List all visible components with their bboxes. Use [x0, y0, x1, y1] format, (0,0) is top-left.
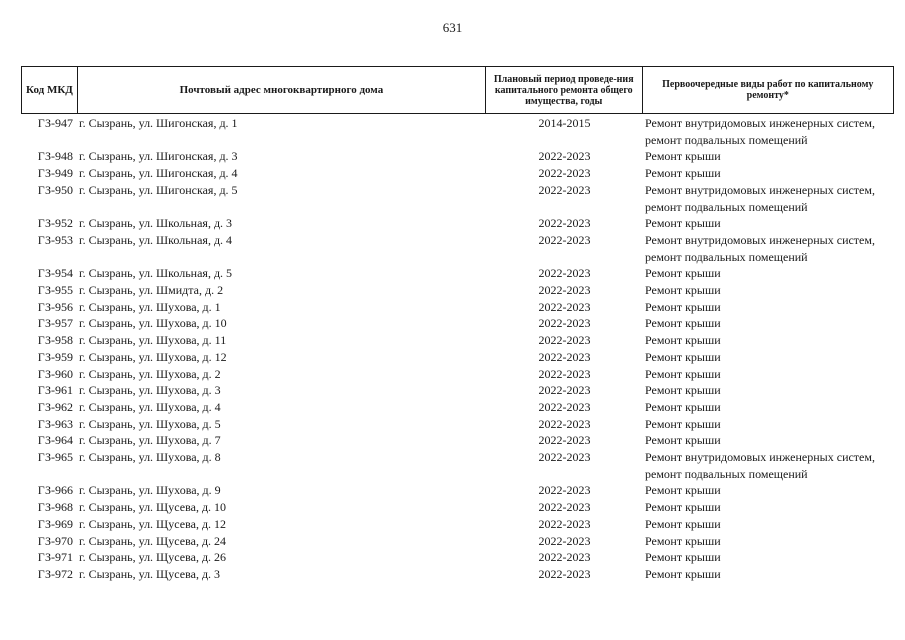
repair-period: 2022-2023 — [538, 500, 591, 515]
address: г. Сызрань, ул. Щусева, д. 26 — [79, 550, 227, 565]
repair-period: 2022-2023 — [538, 349, 591, 364]
repair-work-line: Ремонт крыши — [645, 349, 721, 364]
table-row — [21, 115, 894, 148]
mkd-code: ГЗ-950 — [37, 182, 73, 197]
repair-period: 2022-2023 — [538, 399, 591, 414]
mkd-code: ГЗ-972 — [37, 566, 73, 581]
repair-work-line: ремонт подвальных помещений — [645, 466, 808, 481]
table-row — [21, 382, 894, 399]
repair-period: 2022-2023 — [538, 182, 591, 197]
mkd-code: ГЗ-960 — [37, 366, 73, 381]
repair-works — [643, 549, 894, 566]
address: г. Сызрань, ул. Шухова, д. 5 — [79, 416, 221, 431]
repair-period: 2022-2023 — [538, 216, 591, 231]
table-header — [21, 66, 894, 114]
repair-period: 2022-2023 — [538, 483, 591, 498]
address: г. Сызрань, ул. Шухова, д. 7 — [79, 433, 221, 448]
mkd-code: ГЗ-956 — [37, 299, 73, 314]
mkd-code: ГЗ-968 — [37, 500, 73, 515]
address: г. Сызрань, ул. Щусева, д. 12 — [79, 516, 227, 531]
table-row — [21, 566, 894, 583]
repair-work-line: Ремонт крыши — [645, 299, 721, 314]
repair-work-line: Ремонт крыши — [645, 566, 721, 581]
address: г. Сызрань, ул. Щусева, д. 24 — [79, 533, 227, 548]
repair-period: 2022-2023 — [538, 266, 591, 281]
address: г. Сызрань, ул. Шухова, д. 4 — [79, 399, 221, 414]
mkd-code: ГЗ-964 — [37, 433, 73, 448]
table-row — [21, 399, 894, 416]
address: г. Сызрань, ул. Школьная, д. 5 — [79, 266, 233, 281]
repair-works — [643, 215, 894, 232]
address: г. Сызрань, ул. Шмидта, д. 2 — [79, 283, 224, 298]
repair-period: 2022-2023 — [538, 533, 591, 548]
address: г. Сызрань, ул. Школьная, д. 4 — [79, 232, 233, 247]
mkd-code: ГЗ-958 — [37, 333, 73, 348]
repair-work-line: Ремонт крыши — [645, 266, 721, 281]
table-row — [21, 182, 894, 215]
repair-work-line: Ремонт крыши — [645, 483, 721, 498]
header-works: Первоочередные виды работ по капитальному ремонту* — [662, 79, 874, 101]
repair-work-line: ремонт подвальных помещений — [645, 249, 808, 264]
header-period: Плановый период проведе-ния капитального ремонта общего имущества, годы — [486, 67, 643, 113]
table-row — [21, 349, 894, 366]
repair-work-line: Ремонт крыши — [645, 533, 721, 548]
repair-work-line: Ремонт крыши — [645, 383, 721, 398]
repair-period: 2022-2023 — [538, 416, 591, 431]
repair-works — [643, 382, 894, 399]
table-row — [21, 332, 894, 349]
mkd-code: ГЗ-952 — [37, 216, 73, 231]
repair-works — [643, 148, 894, 165]
repair-work-line: Ремонт крыши — [645, 216, 721, 231]
table-body — [21, 115, 894, 583]
repair-work-line: Ремонт внутридомовых инженерных систем, — [645, 232, 875, 247]
repair-work-line: Ремонт крыши — [645, 316, 721, 331]
table-row — [21, 232, 894, 265]
repair-works — [643, 432, 894, 449]
repair-works — [643, 182, 894, 215]
repair-work-line: Ремонт крыши — [645, 399, 721, 414]
page-number: 631 — [442, 20, 463, 35]
repair-works — [643, 232, 894, 265]
address: г. Сызрань, ул. Шигонская, д. 1 — [79, 116, 238, 130]
address: г. Сызрань, ул. Шигонская, д. 4 — [79, 166, 238, 181]
address: г. Сызрань, ул. Шухова, д. 11 — [79, 333, 227, 348]
repair-work-line: Ремонт крыши — [645, 433, 721, 448]
repair-works — [643, 282, 894, 299]
repair-works — [643, 366, 894, 383]
mkd-code: ГЗ-966 — [37, 483, 73, 498]
address: г. Сызрань, ул. Шухова, д. 10 — [79, 316, 227, 331]
table-row — [21, 215, 894, 232]
repair-work-line: Ремонт крыши — [645, 550, 721, 565]
mkd-code: ГЗ-948 — [37, 149, 73, 164]
mkd-code: ГЗ-954 — [37, 266, 73, 281]
repair-period: 2022-2023 — [538, 333, 591, 348]
table-row — [21, 516, 894, 533]
header-address: Почтовый адрес многоквартирного дома — [78, 67, 486, 113]
address: г. Сызрань, ул. Шигонская, д. 5 — [79, 182, 238, 197]
address: г. Сызрань, ул. Шухова, д. 8 — [79, 450, 221, 465]
table-row — [21, 148, 894, 165]
mkd-code: ГЗ-962 — [37, 399, 73, 414]
repair-work-line: Ремонт крыши — [645, 416, 721, 431]
repair-period: 2022-2023 — [538, 283, 591, 298]
address: г. Сызрань, ул. Щусева, д. 3 — [79, 566, 221, 581]
repair-works — [643, 265, 894, 282]
repair-work-line: ремонт подвальных помещений — [645, 132, 808, 147]
mkd-code: ГЗ-953 — [37, 232, 73, 247]
table-row — [21, 482, 894, 499]
repair-work-line: Ремонт крыши — [645, 516, 721, 531]
address: г. Сызрань, ул. Шухова, д. 2 — [79, 366, 221, 381]
repair-works — [643, 315, 894, 332]
repair-period: 2022-2023 — [538, 516, 591, 531]
repair-works — [643, 299, 894, 316]
address: г. Сызрань, ул. Шухова, д. 1 — [79, 299, 221, 314]
repair-work-line: Ремонт крыши — [645, 333, 721, 348]
repair-works — [643, 165, 894, 182]
repair-period: 2022-2023 — [538, 316, 591, 331]
repair-works — [643, 449, 894, 482]
address: г. Сызрань, ул. Шухова, д. 3 — [79, 383, 221, 398]
table-row — [21, 165, 894, 182]
table-row — [21, 432, 894, 449]
repair-works — [643, 399, 894, 416]
repair-works — [643, 332, 894, 349]
repair-work-line: Ремонт крыши — [645, 166, 721, 181]
header-code: Код МКД — [22, 67, 78, 113]
repair-work-line: Ремонт крыши — [645, 283, 721, 298]
repair-works — [643, 115, 894, 148]
repair-works — [643, 416, 894, 433]
table-row — [21, 282, 894, 299]
repair-period: 2022-2023 — [538, 366, 591, 381]
repair-works — [643, 566, 894, 583]
repair-period: 2022-2023 — [538, 149, 591, 164]
table-row — [21, 549, 894, 566]
mkd-code: ГЗ-971 — [37, 550, 73, 565]
repair-works — [643, 482, 894, 499]
repair-period: 2022-2023 — [538, 433, 591, 448]
repair-work-line: Ремонт крыши — [645, 366, 721, 381]
repair-period: 2022-2023 — [538, 450, 591, 465]
mkd-code: ГЗ-969 — [37, 516, 73, 531]
table-row — [21, 416, 894, 433]
mkd-code: ГЗ-961 — [37, 383, 73, 398]
address: г. Сызрань, ул. Щусева, д. 10 — [79, 500, 227, 515]
mkd-code: ГЗ-965 — [37, 450, 73, 465]
repair-period: 2014-2015 — [538, 116, 591, 130]
mkd-code: ГЗ-949 — [37, 166, 73, 181]
repair-works — [643, 533, 894, 550]
mkd-code: ГЗ-963 — [37, 416, 73, 431]
repair-works — [643, 349, 894, 366]
table-row — [21, 533, 894, 550]
address: г. Сызрань, ул. Шухова, д. 12 — [79, 349, 227, 364]
repair-work-line: Ремонт крыши — [645, 149, 721, 164]
mkd-code: ГЗ-947 — [37, 116, 73, 130]
repair-work-line: Ремонт внутридомовых инженерных систем, — [645, 116, 875, 130]
repair-work-line: Ремонт внутридомовых инженерных систем, — [645, 450, 875, 465]
repair-works — [643, 516, 894, 533]
repair-works — [643, 499, 894, 516]
address: г. Сызрань, ул. Школьная, д. 3 — [79, 216, 233, 231]
address: г. Сызрань, ул. Шухова, д. 9 — [79, 483, 221, 498]
mkd-code: ГЗ-970 — [37, 533, 73, 548]
repair-period: 2022-2023 — [538, 566, 591, 581]
table-row — [21, 299, 894, 316]
table-row — [21, 315, 894, 332]
repair-work-line: ремонт подвальных помещений — [645, 199, 808, 214]
table-row — [21, 265, 894, 282]
repair-work-line: Ремонт крыши — [645, 500, 721, 515]
table-row — [21, 366, 894, 383]
table-row — [21, 499, 894, 516]
table-row — [21, 449, 894, 482]
repair-period: 2022-2023 — [538, 166, 591, 181]
repair-work-line: Ремонт внутридомовых инженерных систем, — [645, 182, 875, 197]
mkd-code: ГЗ-959 — [37, 349, 73, 364]
mkd-code: ГЗ-955 — [37, 283, 73, 298]
repair-period: 2022-2023 — [538, 550, 591, 565]
repair-period: 2022-2023 — [538, 383, 591, 398]
repair-period: 2022-2023 — [538, 299, 591, 314]
address: г. Сызрань, ул. Шигонская, д. 3 — [79, 149, 238, 164]
repair-period: 2022-2023 — [538, 232, 591, 247]
mkd-code: ГЗ-957 — [37, 316, 73, 331]
